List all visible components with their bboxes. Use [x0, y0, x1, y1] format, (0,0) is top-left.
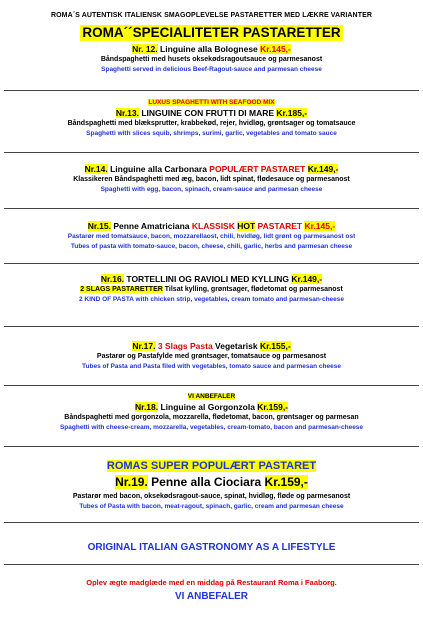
dish-19-tag	[0, 459, 423, 473]
dish-18-price: Kr.159,-	[257, 402, 289, 412]
dish-13	[0, 98, 423, 139]
dish-12-number: Nr. 12.	[132, 44, 158, 54]
dish-15	[0, 221, 423, 252]
dish-16-tag: 2 SLAGS PASTARETTER	[80, 286, 163, 293]
main-title: ROMA´´SPECIALITETER PASTARETTER	[82, 25, 341, 40]
dish-12-name: Linguine alla Bolognese	[157, 44, 261, 54]
divider	[4, 446, 419, 447]
dish-17-name: Vegetarisk	[212, 341, 260, 351]
dish-15-hot-label: HOT	[237, 221, 256, 231]
divider	[4, 152, 419, 153]
dish-13-title	[0, 108, 423, 119]
dish-19-number: Nr.19.	[115, 475, 148, 489]
dish-19-description-en: Tubes of Pasta with bacon, meat-ragout, spinach, garlic, cream and parmesan cheese	[79, 503, 344, 510]
dish-16-number: Nr.16.	[100, 274, 125, 284]
dish-16-title	[0, 274, 423, 285]
divider	[4, 326, 419, 327]
dish-12-description-en: Spaghetti served in delicious Beef-Ragout-sauce and parmesan cheese	[101, 66, 322, 73]
dish-17-number: Nr.17.	[132, 341, 156, 351]
dish-15-number: Nr.15.	[87, 221, 111, 231]
dish-13-price: Kr.185,-	[276, 108, 308, 118]
dish-17-description-dk: Pastarør og Pastafylde med grøntsager, tomatsauce og parmesanost	[96, 353, 327, 360]
dish-12-title	[0, 44, 423, 55]
dish-14-popular-label: POPULÆRT PASTARET	[209, 164, 306, 174]
dish-13-tag-text: LUXUS SPAGHETTI WITH SEAFOOD MIX	[148, 99, 275, 106]
dish-18-tag	[0, 392, 423, 402]
dish-19-price: Kr.159,-	[264, 475, 308, 489]
dish-15-pastaret-label: PASTARET	[255, 221, 305, 231]
dish-15-description-en: Tubes of pasta with tomato-sauce, bacon, cheese, chili, garlic, herbs and parmesan cheese	[70, 243, 353, 250]
dish-15-classic-label: KLASSISK	[191, 221, 238, 231]
dish-15-title	[0, 221, 423, 232]
dish-12	[0, 44, 423, 75]
dish-17-price: Kr.155,-	[259, 341, 291, 351]
dish-16-price: Kr.149,-	[291, 274, 323, 284]
dish-14-price: Kr.149,-	[307, 164, 339, 174]
dish-16	[0, 274, 423, 305]
dish-13-description-dk: Båndspaghetti med blæksprutter, krabbekød, rejer, hvidløg, grøntsager og tomatsauce	[67, 120, 356, 127]
menu-subtitle: ROMA´S AUTENTISK ITALIENSK SMAGOPLEVELSE PASTARETTER MED LÆKRE VARIANTER	[50, 12, 373, 19]
dish-13-description-en: Spaghetti with slices squib, shrimps, surimi, garlic, vegetables and tomato sauce	[86, 130, 337, 137]
dish-14-name: Linguine alla Carbonara	[107, 164, 210, 174]
dish-13-number: Nr.13.	[115, 108, 139, 118]
dish-13-name: LINGUINE CON FRUTTI DI MARE	[139, 108, 277, 118]
dish-18-title	[0, 402, 423, 413]
dish-14-number: Nr.14.	[84, 164, 108, 174]
dish-19-name: Penne alla Ciociara	[147, 475, 265, 489]
dish-19-title	[0, 475, 423, 490]
dish-14-title	[0, 164, 423, 175]
dish-18-description-dk: Båndspaghetti med gorgonzola, mozzarella, flødetomat, bacon, grøntsager og parmesan	[64, 414, 359, 421]
footer-invite-block	[0, 578, 423, 603]
dish-18-number: Nr.18.	[134, 402, 159, 412]
dish-16-description-en: 2 KIND OF PASTA with chicken strip, vegetables, cream tomato and parmesan-cheese	[78, 296, 344, 303]
dish-19-description-dk: Pastarør med bacon, oksekødsragout-sauce, spinat, hvidløg, fløde og parmesanost	[72, 493, 351, 500]
dish-17-description-en: Tubes of Pasta and Pasta filed with vegetables, tomato sauce and parmesan cheese	[82, 363, 341, 370]
divider	[4, 522, 419, 523]
dish-18	[0, 392, 423, 433]
dish-17	[0, 341, 423, 372]
dish-18-description-en: Spaghetti with cheese-cream, mozzarella, vegetables, cream-tomato, bacon and parmesan-cheese	[59, 424, 364, 431]
footer-slogan-block	[0, 541, 423, 554]
dish-16-description-dk-text: Tilsat kylling, grøntsager, flødetomat og parmesanost	[162, 286, 343, 293]
dish-19	[0, 459, 423, 512]
divider	[4, 90, 419, 91]
dish-14	[0, 164, 423, 195]
divider	[4, 385, 419, 386]
main-title-row	[0, 24, 423, 42]
dish-14-description-en: Spaghetti with egg, bacon, spinach, cream-sauce and parmesan cheese	[100, 186, 323, 193]
divider	[4, 263, 419, 264]
footer-invite: Oplev ægte madglæde med en middag på Restaurant Roma i Faaborg.	[86, 578, 337, 587]
dish-13-tag	[0, 98, 423, 108]
footer-recommend: VI ANBEFALER	[175, 591, 248, 602]
dish-15-price: Kr.145,-	[304, 221, 336, 231]
dish-15-name: Penne Amatriciana	[110, 221, 192, 231]
dish-12-price: Kr.145,-	[260, 44, 291, 54]
dish-14-description-dk: Klassikeren Båndspaghetti med æg, bacon, lidt spinat, flødesauce og parmesanost	[73, 176, 350, 183]
dish-17-title	[0, 341, 423, 352]
dish-17-variety-label: 3 Slags Pasta	[155, 341, 213, 351]
dish-15-description-dk: Pastarør med tomatsauce, bacon, mozzarellaost, chili, hvidløg, lidt grønt og parmesanost ost	[67, 233, 356, 240]
footer-slogan: ORIGINAL ITALIAN GASTRONOMY AS A LIFESTYLE	[87, 542, 336, 553]
dish-12-description-dk: Båndspaghetti med husets oksekødsragoutsauce og parmesanost	[100, 56, 323, 63]
divider	[4, 208, 419, 209]
dish-16-description-dk	[0, 285, 423, 295]
divider	[4, 564, 419, 565]
dish-18-tag-text: VI ANBEFALER	[187, 393, 236, 400]
dish-16-name: TORTELLINI OG RAVIOLI MED KYLLING	[124, 274, 292, 284]
dish-18-name: Linguine al Gorgonzola	[158, 402, 258, 412]
dish-19-tag-text: ROMAS SUPER POPULÆRT PASTARET	[106, 460, 317, 472]
